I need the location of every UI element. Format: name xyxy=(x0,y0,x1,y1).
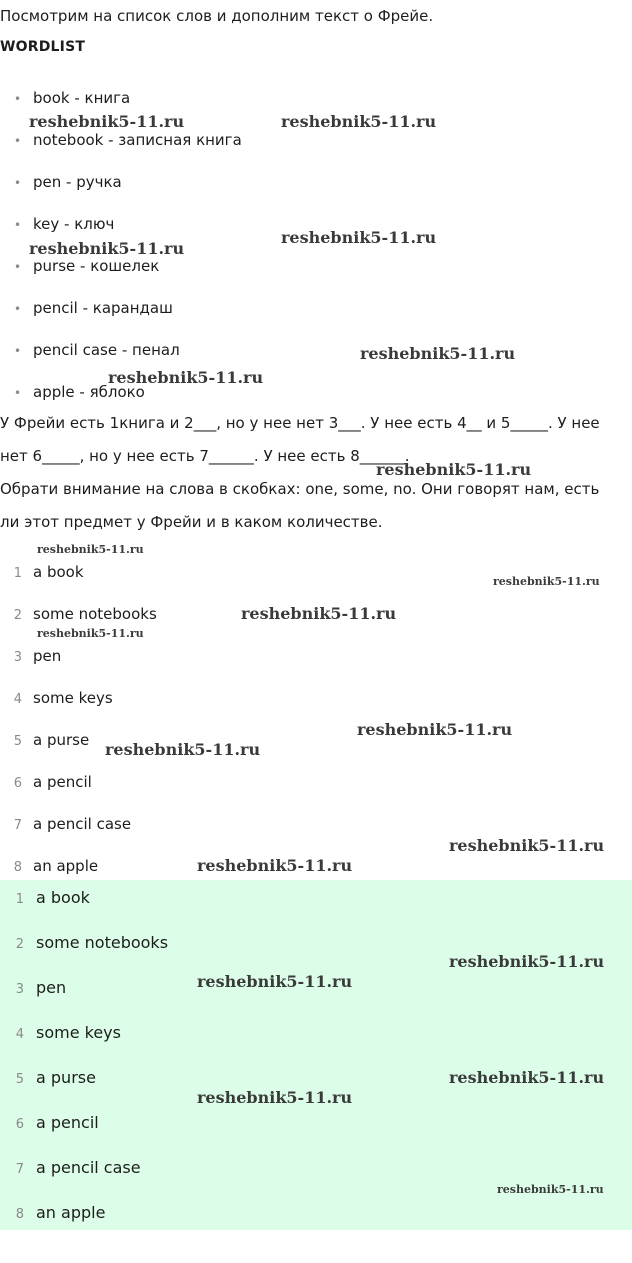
wordlist-item xyxy=(14,89,130,107)
bullet-icon: • xyxy=(14,302,22,316)
list-item: 4 some keys xyxy=(13,689,113,707)
watermark: reshebnik5-11.ru xyxy=(241,604,397,623)
wordlist-item xyxy=(14,299,173,317)
watermark: reshebnik5-11.ru xyxy=(493,575,600,588)
list-item: 6 a pencil xyxy=(13,773,92,791)
wordlist-item-text: purse - кошелек xyxy=(33,257,160,275)
wordlist-item-text: pen - ручка xyxy=(33,173,122,191)
watermark: reshebnik5-11.ru xyxy=(497,1183,604,1196)
list-item: 8 an apple xyxy=(13,857,99,875)
wordlist-item-text: key - ключ xyxy=(33,215,115,233)
list-item: 3 pen xyxy=(13,647,62,665)
wordlist-item-text: pencil case - пенал xyxy=(33,341,180,359)
bullet-icon: • xyxy=(14,134,22,148)
watermark: reshebnik5-11.ru xyxy=(37,627,144,640)
wordlist-item xyxy=(14,341,180,359)
bullet-icon: • xyxy=(14,386,22,400)
watermark: reshebnik5-11.ru xyxy=(376,460,532,479)
wordlist-item xyxy=(14,131,242,149)
answer-item: 2 some notebooks xyxy=(15,933,169,952)
wordlist-heading: WORDLIST xyxy=(0,39,86,55)
answer-item: 5 a purse xyxy=(15,1068,96,1087)
bullet-icon: • xyxy=(14,260,22,274)
list-item: 1 a book xyxy=(13,563,84,581)
watermark: reshebnik5-11.ru xyxy=(37,543,144,556)
paragraph-fill-in: У Фрейи есть 1книга и 2___, но у нее нет 3___. У нее есть 4__ и 5_____. У нее нет 6_____, но у нее есть 7______. У нее есть 8______. xyxy=(0,414,600,465)
watermark: reshebnik5-11.ru xyxy=(197,972,353,991)
list-item: 7 a pencil case xyxy=(13,815,132,833)
wordlist-item xyxy=(14,257,159,275)
paragraph-note: Обрати внимание на слова в скобках: one, some, no. Они говорят нам, есть ли этот предмет у Фрейи и в каком количестве. xyxy=(0,480,600,531)
wordlist-item xyxy=(14,173,122,191)
watermark: reshebnik5-11.ru xyxy=(449,1068,605,1087)
watermark: reshebnik5-11.ru xyxy=(360,344,516,363)
watermark: reshebnik5-11.ru xyxy=(449,952,605,971)
answer-item: 4 some keys xyxy=(15,1023,121,1042)
bullet-icon: • xyxy=(14,218,22,232)
watermark: reshebnik5-11.ru xyxy=(281,228,437,247)
list-item: 2 some notebooks xyxy=(13,605,157,623)
watermark: reshebnik5-11.ru xyxy=(105,740,261,759)
answer-item: 3 pen xyxy=(15,978,67,997)
wordlist-item-text: notebook - записная книга xyxy=(33,131,242,149)
watermark: reshebnik5-11.ru xyxy=(108,368,264,387)
wordlist-item-text: pencil - карандаш xyxy=(33,299,173,317)
bullet-icon: • xyxy=(14,92,22,106)
bullet-icon: • xyxy=(14,176,22,190)
intro-text: Посмотрим на список слов и дополним текст о Фрейе. xyxy=(0,7,434,25)
wordlist-item-text: apple - яблоко xyxy=(33,383,145,401)
answer-box xyxy=(0,880,632,1230)
answer-item: 1 a book xyxy=(15,888,90,907)
wordlist-item xyxy=(14,215,114,233)
bullet-icon: • xyxy=(14,344,22,358)
watermark: reshebnik5-11.ru xyxy=(281,112,437,131)
watermark: reshebnik5-11.ru xyxy=(197,1088,353,1107)
watermark: reshebnik5-11.ru xyxy=(197,856,353,875)
watermark: reshebnik5-11.ru xyxy=(29,112,185,131)
watermark: reshebnik5-11.ru xyxy=(29,239,185,258)
answer-item: 8 an apple xyxy=(15,1203,106,1222)
answer-item: 6 a pencil xyxy=(15,1113,99,1132)
watermark: reshebnik5-11.ru xyxy=(449,836,605,855)
watermark: reshebnik5-11.ru xyxy=(357,720,513,739)
wordlist-item-text: book - книга xyxy=(33,89,131,107)
list-item: 5 a purse xyxy=(13,731,90,749)
answer-item: 7 a pencil case xyxy=(15,1158,141,1177)
